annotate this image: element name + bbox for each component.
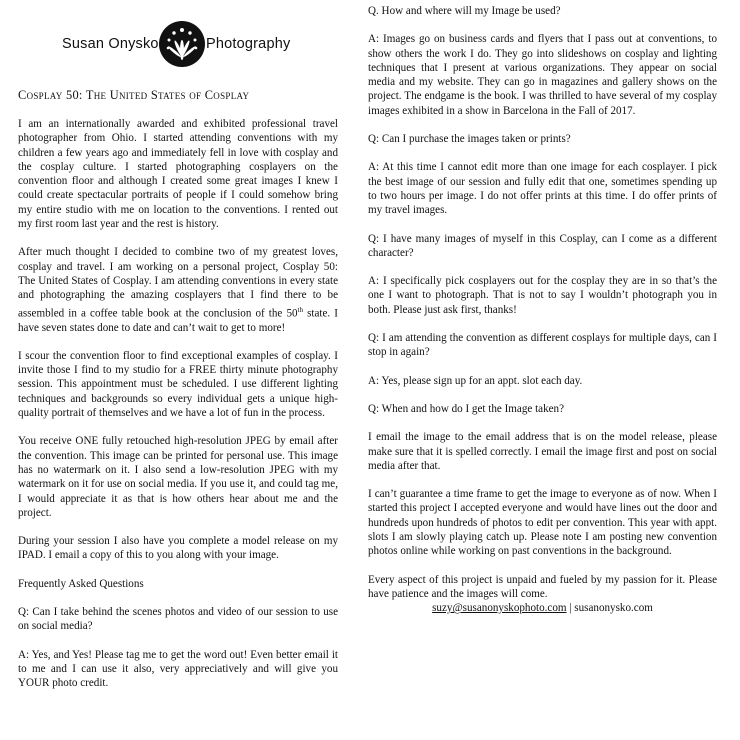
project-paragraph: After much thought I decided to combine two of my greatest loves, cosplay and travel. I am working on a personal project, Cosplay 50: The United States of Cosplay. I am attending conventions in every state and photographing the amazing cosplayers that I find there to be assembled in a coffee table book at the conclusion of the 50th state. I have seven states done to date and can’t wait to get to more! (18, 246, 338, 334)
contact-separator: | (566, 602, 575, 615)
page-title: Cosplay 50: The United States of Cosplay (18, 88, 250, 102)
faq-answer: I email the image to the email address that is on the model release, please make sure that it is spelled correctly. I email the image first and post on social media after that. (368, 431, 717, 472)
release-paragraph: During your session I also have you complete a model release on my IPAD. I email a copy of this to you along with your image. (18, 535, 338, 562)
contact-line (368, 601, 717, 615)
faq-question: Q: When and how do I get the Image taken? (368, 402, 565, 415)
faq-question: Q. How and where will my Image be used? (368, 5, 561, 17)
brand-header (18, 0, 338, 80)
faq-answer: A: Yes, and Yes! Please tag me to get the word out! Even better email it to me and I can use it also, very appreciatively and will give you YOUR photo credit. (18, 648, 338, 690)
faq-question: Q: I have many images of myself in this Cosplay, can I come as a different character? (368, 232, 717, 259)
right-column (368, 0, 717, 616)
delivery-paragraph: You receive ONE fully retouched high-resolution JPEG by email after the convention. This image can be printed for personal use. This image has no watermark on it. I also send a low-resolution JPEG with my watermark on it for use on social media. If you use it, and could tag me, I would appreciate it as that is how others hear about me and the project. (18, 435, 338, 519)
faq-answer: A: I specifically pick cosplayers out for the cosplay they are in so that’s the one I want to photograph. That is not to say I wouldn’t photograph you in both. Please just ask first, thanks! (368, 275, 717, 316)
intro-paragraph: I am an internationally awarded and exhibited professional travel photographer from Ohio. I started attending conventions with my children a few years ago and immediately fell in love with cosplay and the cosplay culture. I started photographing cosplayers on the convention floor and although I created some great images I knew I could create spectacular portraits of people if I could somehow bring my entire studio with me on location to the conventions. I rented out my first room last year and the rest is history. (18, 118, 338, 231)
faq-question: Q: Can I purchase the images taken or prints? (368, 133, 571, 146)
faq-heading: Frequently Asked Questions (18, 577, 144, 590)
flower-logo-icon (158, 20, 206, 68)
timeframe-paragraph: I can’t guarantee a time frame to get the image to everyone as of now. When I started this project I accepted everyone and would have lines out the door and hundreds upon hundreds of photos to edit per convention. This year with appt. slots I am slowly playing catch up. Please note I am posting new convention photos online while working on past conventions in the background. (368, 488, 717, 558)
faq-answer: A: At this time I cannot edit more than one image for each cosplayer. I pick the best image of our session and fully edit that one, sometimes spending up to two hours per image. I do not offer prints at this time. I do offer prints of my travel images. (368, 161, 717, 217)
brand-name-right: Photography (206, 36, 291, 52)
faq-answer: A: Images go on business cards and flyers that I pass out at conventions, to show others the work I do. They go into slideshows on cosplay and lighting techniques that I present at various organizations. They appear on social media and my website. They can go in magazines and gallery shows on the project. The endgame is the book. I was thrilled to have several of my cosplay images exhibited in a show in Barcelona in the Fall of 2017. (368, 33, 717, 117)
faq-question: Q: Can I take behind the scenes photos and video of our session to use on social media? (18, 606, 338, 633)
brand-name-left: Susan Onysko (62, 36, 159, 52)
website-text: susanonysko.com (574, 602, 653, 615)
session-paragraph: I scour the convention floor to find exceptional examples of cosplay. I invite those I find to my studio for a FREE thirty minute photography session. This appointment must be scheduled. I use different lighting techniques and backgrounds so every individual gets a unique high-quality portrait of themselves and we have a lot of fun in the process. (18, 349, 338, 420)
email-link[interactable]: suzy@susanonyskophoto.com (432, 602, 567, 615)
closing-paragraph: Every aspect of this project is unpaid and fueled by my passion for it. Please have patience and the images will come. (368, 573, 717, 600)
faq-answer: A: Yes, please sign up for an appt. slot each day. (368, 374, 583, 387)
left-column (18, 0, 338, 690)
faq-question: Q: I am attending the convention as different cosplays for multiple days, can I stop in again? (368, 332, 717, 359)
